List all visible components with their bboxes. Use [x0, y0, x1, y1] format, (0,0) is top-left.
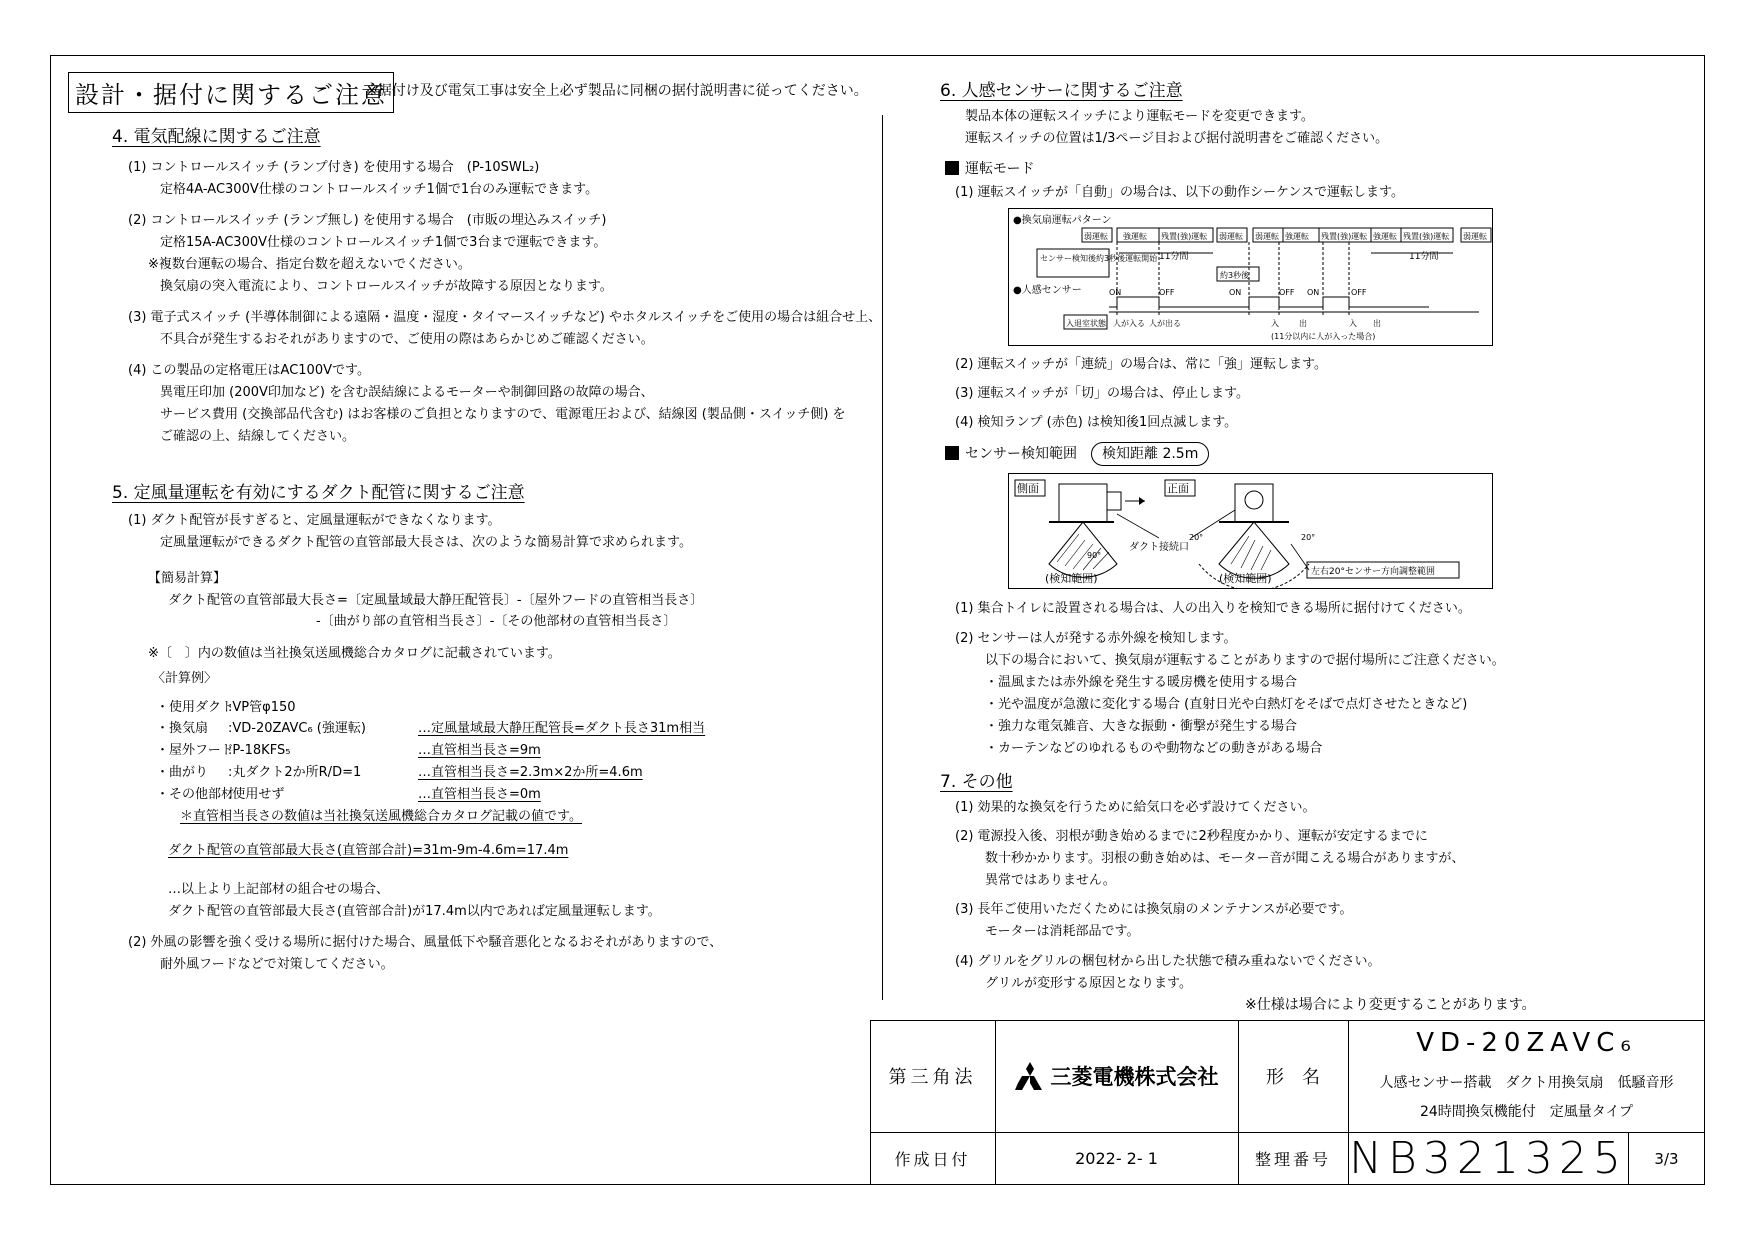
- s4-line: 不具合が発生するおそれがありますので、ご使用の際はあらかじめご確認ください。: [160, 332, 654, 347]
- model-label: 形 名: [1266, 1067, 1320, 1088]
- s4-line: (4) この製品の定格電圧はAC100Vです。: [128, 363, 370, 378]
- s7-line: (1) 効果的な換気を行うために給気口を必ず設けてください。: [955, 800, 1316, 815]
- s6-intro: 運転スイッチの位置は1/3ページ目および据付説明書をご確認ください。: [965, 131, 1389, 146]
- in-label: 入: [1349, 319, 1357, 328]
- s4-line: (1) コントロールスイッチ (ランプ付き) を使用する場合 (P-10SWL₂): [128, 160, 540, 175]
- model-desc-2: 24時間換気機能付 定風量タイプ: [1419, 1104, 1634, 1120]
- angle-90: 90°: [1087, 551, 1102, 560]
- s5-intro: (1) ダクト配管が長すぎると、定風量運転ができなくなります。: [128, 513, 501, 528]
- header-note: ※据付け及び電気工事は安全上必ず製品に同梱の据付説明書に従ってください。: [366, 83, 868, 99]
- front-cone-hatch: [1231, 536, 1271, 570]
- out-label: 出: [1373, 319, 1381, 328]
- example-value: :VP管φ150: [228, 700, 296, 715]
- section-7-title: 7. その他: [940, 772, 1013, 792]
- s7-line: (4) グリルをグリルの梱包材から出した状態で積み重ねないでください。: [955, 954, 1381, 969]
- section-5-title: 5. 定風量運転を有効にするダクト配管に関するご注意: [112, 483, 525, 503]
- s7-line: 異常ではありません。: [985, 873, 1116, 888]
- s4-line: ご確認の上、結線してください。: [160, 429, 356, 444]
- pattern-label: ●換気扇運転パターン: [1013, 215, 1112, 226]
- s7-line: モーターは消耗部品です。: [985, 924, 1140, 939]
- s7-line: グリルが変形する原因となります。: [985, 976, 1192, 991]
- op-label: 弱運転: [1463, 232, 1487, 241]
- mode-line: (3) 運転スイッチが「切」の場合は、停止します。: [955, 386, 1249, 401]
- duct-label: ダクト接続口: [1129, 542, 1189, 553]
- op-label: 残置(強)運転: [1321, 232, 1368, 241]
- header-title: 設計・据付に関するご注意: [68, 72, 394, 113]
- op-label: 弱運転: [1084, 232, 1108, 241]
- example-title: 〈計算例〉: [152, 671, 218, 686]
- op-label: 弱運転: [1255, 232, 1279, 241]
- on-label: ON: [1307, 288, 1320, 297]
- adjust-leader: [1291, 544, 1309, 570]
- duct-stub: [1107, 492, 1121, 510]
- s6-intro: 製品本体の運転スイッチにより運転モードを変更できます。: [965, 109, 1314, 124]
- mode-line: (4) 検知ランプ (赤色) は検知後1回点滅します。: [955, 415, 1238, 430]
- sensor-waveform: [1109, 297, 1429, 307]
- s4-line: サービス費用 (交換部品代含む) はお客様のご負担となりますので、電源電圧および、結線図 (製品側・スイッチ側) を: [160, 407, 846, 422]
- s6-note: (2) センサーは人が発する赤外線を検知します。: [955, 631, 1237, 646]
- out-label: 出: [1299, 319, 1307, 328]
- date-value: 2022- 2- 1: [1075, 1149, 1158, 1168]
- example-value: :P-18KFS₅: [228, 743, 291, 758]
- docno-value: NB321325: [1349, 1133, 1627, 1184]
- duration-11min-2: 11分間: [1409, 252, 1439, 262]
- detect-label: (検知範囲): [1219, 572, 1272, 585]
- on-label: ON: [1229, 288, 1242, 297]
- section-4-title: 4. 電気配線に関するご注意: [112, 127, 321, 147]
- example-result: …直管相当長さ=2.3m×2か所=4.6m: [418, 765, 643, 780]
- projection-label: 第三角法: [888, 1067, 977, 1088]
- s4-line: 異電圧印加 (200V印加など) を含む誤結線によるモーターや制御回路の故障の場合、: [160, 385, 654, 400]
- square-bullet-icon: [945, 161, 959, 175]
- off-label: OFF: [1351, 288, 1367, 297]
- op-label: 弱運転: [1219, 232, 1243, 241]
- s7-line: (3) 長年ご使用いただくためには換気扇のメンテナンスが必要です。: [955, 902, 1353, 917]
- angle-20-right: 20°: [1301, 533, 1316, 542]
- spec-note: ※仕様は場合により変更することがあります。: [1245, 997, 1536, 1013]
- example-key: ・屋外フード: [156, 743, 234, 758]
- adjust-label: 左右20°センサー方向調整範囲: [1311, 567, 1435, 577]
- op-label: 強運転: [1123, 232, 1147, 241]
- range-title: [945, 442, 1209, 466]
- timing-svg: [1009, 209, 1492, 345]
- example-result: …定風量域最大静圧配管長=ダクト長さ31m相当: [418, 721, 706, 736]
- example-value: :VD-20ZAVC₆ (強運転): [228, 721, 366, 736]
- square-bullet-icon: [945, 446, 959, 460]
- s6-note: (1) 集合トイレに設置される場合は、人の出入りを検知できる場所に据付けてください。: [955, 601, 1471, 616]
- s4-line: (3) 電子式スイッチ (半導体制御による遠隔・温度・湿度・タイマースイッチなど) やホタルスイッチをご使用の場合は組合せ上、: [128, 310, 882, 325]
- date-label: 作成日付: [894, 1150, 971, 1169]
- example-value: :使用せず: [228, 787, 285, 802]
- op-label: 強運転: [1373, 232, 1397, 241]
- calc-title: 【簡易計算】: [148, 571, 227, 586]
- side-label: 側面: [1017, 482, 1039, 495]
- side-cone-hatch: [1057, 534, 1109, 570]
- company-cell: [995, 1020, 1238, 1132]
- model-number: VD-20ZAVC₆: [1416, 1028, 1637, 1058]
- side-detect-cone: [1049, 522, 1117, 577]
- example-key: ・曲がり: [156, 765, 209, 780]
- s7-line: (2) 電源投入後、羽根が動き始めるまでに2秒程度かかり、運転が安定するまでに: [955, 829, 1428, 844]
- s4-line: 換気扇の突入電流により、コントロールスイッチが故障する原因となります。: [160, 279, 613, 294]
- column-divider: [882, 115, 883, 1000]
- value-note: ＊直管相当長さの数値は当社換気送風機総合カタログ記載の値です。: [180, 809, 582, 824]
- page-number: 3/3: [1654, 1149, 1679, 1168]
- s5-intro: 定風量運転ができるダクト配管の直管部最大長さは、次のような簡易計算で求められます。: [160, 535, 692, 550]
- mode-title: [945, 158, 1034, 180]
- sensor-label: ●人感センサー: [1013, 285, 1082, 296]
- arrowhead-icon: [1139, 497, 1145, 505]
- duct-port-icon: [1245, 491, 1263, 509]
- op-label: 残置(強)運転: [1161, 232, 1208, 241]
- off-label: OFF: [1159, 288, 1175, 297]
- op-label: 強運転: [1285, 232, 1309, 241]
- delay-3s: 約3秒後: [1220, 271, 1250, 280]
- room-label: 入退室状態: [1066, 319, 1106, 328]
- conclusion: ダクト配管の直管部最大長さ(直管部合計)が17.4m以内であれば定風量運転します。: [168, 904, 661, 919]
- example-key: ・換気扇: [156, 721, 209, 736]
- duct-leader: [1117, 514, 1159, 538]
- s4-line: ※複数台運転の場合、指定台数を超えないでください。: [148, 257, 471, 272]
- docno-label: 整理番号: [1254, 1150, 1331, 1169]
- s7-line: 数十秒かかります。羽根の動き始めは、モーター音が聞こえる場合がありますが、: [985, 851, 1465, 866]
- reenter-note: (11分以内に人が入った場合): [1271, 332, 1376, 341]
- mode-line: (2) 運転スイッチが「連続」の場合は、常に「強」運転します。: [955, 357, 1327, 372]
- sensor-range-diagram: [1008, 473, 1493, 589]
- conclusion: …以上より上記部材の組合せの場合、: [168, 882, 390, 897]
- s6-note: ・温風または赤外線を発生する暖房機を使用する場合: [985, 675, 1298, 690]
- example-key: ・その他部材: [156, 787, 235, 802]
- range-value: 検知距離 2.5m: [1091, 442, 1209, 466]
- in-label: 入: [1271, 319, 1279, 328]
- detect-label: (検知範囲): [1045, 572, 1098, 585]
- exit-label: 人が出る: [1149, 319, 1181, 328]
- mitsubishi-logo-icon: [1015, 1062, 1045, 1090]
- mode-title-text: 運転モード: [965, 161, 1035, 177]
- op-label: 残置(強)運転: [1403, 232, 1450, 241]
- example-value: :丸ダクト2か所R/D=1: [228, 765, 362, 780]
- catalog-note: ※〔 〕内の数値は当社換気送風機総合カタログに記載されています。: [148, 646, 561, 661]
- s4-line: (2) コントロールスイッチ (ランプ無し) を使用する場合 (市販の埋込みスイッチ): [128, 213, 607, 228]
- calc-result: ダクト配管の直管部最大長さ(直管部合計)=31m-9m-4.6m=17.4m: [168, 843, 569, 858]
- duct-leader: [1191, 510, 1235, 538]
- enter-label: 人が入る: [1113, 319, 1145, 328]
- wind-note: 耐外風フードなどで対策してください。: [160, 957, 394, 972]
- wind-note: (2) 外風の影響を強く受ける場所に据付けた場合、風量低下や騒音悪化となるおそれがありますので、: [128, 935, 723, 950]
- mode-1: (1) 運転スイッチが「自動」の場合は、以下の動作シーケンスで運転します。: [955, 185, 1404, 200]
- unit-side-body: [1059, 484, 1107, 522]
- off-label: OFF: [1279, 288, 1295, 297]
- front-detect-cone: [1219, 522, 1289, 578]
- s4-line: 定格15A-AC300V仕様のコントロールスイッチ1個で3台まで運転できます。: [160, 235, 607, 250]
- on-label: ON: [1109, 288, 1122, 297]
- range-title-text: センサー検知範囲: [965, 446, 1077, 462]
- example-result: …直管相当長さ=0m: [418, 787, 541, 802]
- s6-note: ・光や温度が急激に変化する場合 (直射日光や白熱灯をそばで点灯させたときなど): [985, 697, 1468, 712]
- s6-note: 以下の場合において、換気扇が運転することがありますので据付場所にご注意ください。: [985, 653, 1505, 668]
- section-6-title: 6. 人感センサーに関するご注意: [940, 81, 1183, 101]
- front-label: 正面: [1167, 482, 1189, 495]
- unit-front-body: [1235, 484, 1273, 522]
- duration-11min: 11分間: [1159, 252, 1189, 262]
- s6-note: ・カーテンなどのゆれるものや動物などの動きがある場合: [985, 741, 1323, 756]
- example-key: ・使用ダクト: [156, 700, 235, 715]
- calc-line: ダクト配管の直管部最大長さ=〔定風量域最大静圧配管長〕-〔屋外フードの直管相当長さ〕: [168, 593, 704, 608]
- calc-line: -〔曲がり部の直管相当長さ〕-〔その他部材の直管相当長さ〕: [316, 614, 677, 629]
- company-name: 三菱電機株式会社: [1050, 1065, 1219, 1089]
- detect-note: センサー検知後約3秒後運転開始: [1040, 254, 1158, 263]
- s4-line: 定格4A-AC300V仕様のコントロールスイッチ1個で1台のみ運転できます。: [160, 182, 599, 197]
- example-result: …直管相当長さ=9m: [418, 743, 541, 758]
- timing-diagram: [1008, 208, 1493, 346]
- model-desc-1: 人感センサー搭載 ダクト用換気扇 低騒音形: [1379, 1075, 1674, 1091]
- angle-20-left: 20°: [1189, 533, 1204, 542]
- s6-note: ・強力な電気雑音、大きな振動・衝撃が発生する場合: [985, 719, 1298, 734]
- range-svg: [1009, 474, 1492, 588]
